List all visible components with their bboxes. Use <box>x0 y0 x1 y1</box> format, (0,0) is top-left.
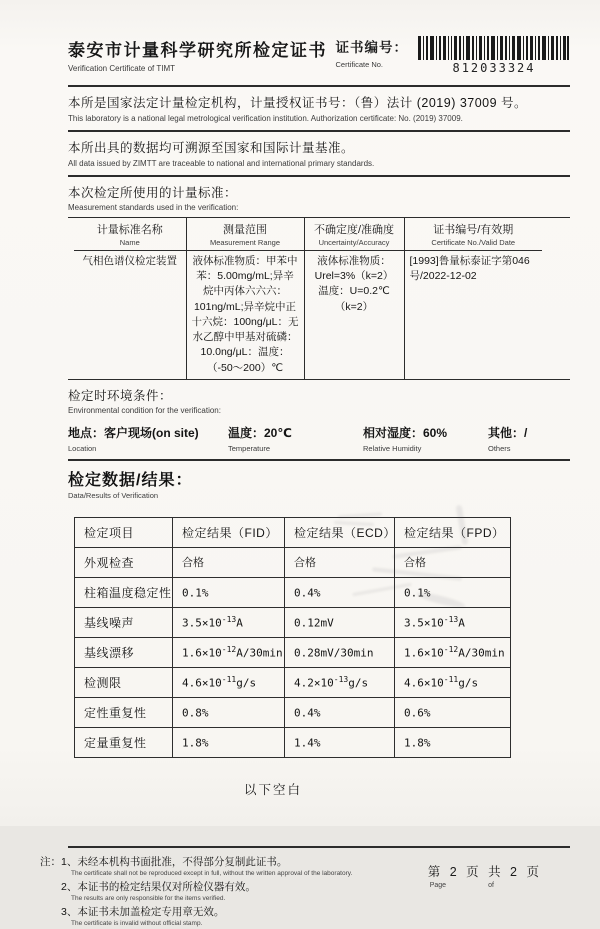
table-row <box>75 697 511 727</box>
result-fpd-cell: 0.6% <box>395 697 511 727</box>
certificate-number-value: 812033324 <box>452 61 536 75</box>
notes-label: 注： <box>40 855 61 868</box>
header-certno-en: Certificate No./Valid Date <box>431 238 516 247</box>
traceability-statement-en: All data issued by ZIMTT are traceable to national and international primary standards. <box>68 159 375 168</box>
result-item-cell: 基线漂移 <box>75 637 173 667</box>
result-fpd-cell: $1.6\times 10^{-12}A/30\min$ <box>395 637 511 667</box>
header-name-en: Name <box>119 238 140 247</box>
standards-table <box>74 218 542 379</box>
standards-data-row <box>74 251 542 379</box>
certificate-number-block <box>336 36 571 75</box>
result-fid-cell: 0.8% <box>173 697 285 727</box>
results-label-cn: 检定数据/结果： <box>68 471 193 489</box>
result-ecd-cell: 1.4% <box>285 727 395 757</box>
standard-certno-cell: [1993]鲁量标泰证字第046号/2022-12-02 <box>404 251 542 379</box>
barcode-block <box>418 36 570 75</box>
results-header-item: 检定项目 <box>75 517 173 547</box>
results-label-en: Data/Results of Verification <box>68 490 159 500</box>
result-fpd-cell: 0.1% <box>395 577 511 607</box>
environment-label-cn: 检定时环境条件： <box>68 388 173 403</box>
environment-temperature <box>228 424 363 453</box>
header-uncertainty-en: Uncertainty/Accuracy <box>318 238 390 247</box>
list-item <box>61 879 352 902</box>
standards-header-certno <box>404 218 542 251</box>
results-header-fid: 检定结果（FID） <box>173 517 285 547</box>
note-1-cn: 1、未经本机构书面批准，不得部分复制此证书。 <box>61 855 288 868</box>
environment-humidity-label-en: Relative Humidity <box>363 443 422 453</box>
table-row <box>75 637 511 667</box>
standard-range-cell: 液体标准物质：甲苯中苯：5.00mg/mL;异辛烷中丙体六六六：101ng/mL;异辛烷中正十六烷：100ng/μL：无水乙醇中甲基对硫磷：10.0ng/μL：温度：（-50～200）℃ <box>186 251 304 379</box>
environment-location-label-en: Location <box>68 443 97 453</box>
traceability-statement <box>68 132 570 175</box>
header-name-cn: 计量标准名称 <box>96 224 163 236</box>
result-fid-cell: $4.6\times 10^{-11}g/s$ <box>173 667 285 697</box>
note-2-cn: 2、本证书的检定结果仅对所检仪器有效。 <box>61 880 256 893</box>
result-fpd-cell: $3.5\times 10^{-13}A$ <box>395 607 511 637</box>
result-item-cell: 基线噪声 <box>75 607 173 637</box>
environment-others <box>488 424 568 453</box>
header-range-cn: 测量范围 <box>223 224 267 236</box>
standards-header-range <box>186 218 304 251</box>
page-title-en: Verification Certificate of TIMT <box>68 64 175 73</box>
footer <box>40 854 570 929</box>
result-fid-cell: $3.5\times 10^{-13}A$ <box>173 607 285 637</box>
certificate-header <box>68 36 570 75</box>
standards-header-row <box>74 218 542 251</box>
traceability-statement-cn: 本所出具的数据均可溯源至国家和国际计量基准。 <box>68 141 355 155</box>
standard-uncertainty-cell: 液体标准物质：Urel=3%（k=2） 温度：U=0.2℃（k=2） <box>304 251 404 379</box>
result-fid-cell: $1.6\times 10^{-12}A/30\min$ <box>173 637 285 667</box>
authorization-statement-en: This laboratory is a national legal metrological verification institution. Authorization certificate: No. (2019) 37009. <box>68 114 463 123</box>
result-ecd-cell: 0.12mV <box>285 607 395 637</box>
result-item-cell: 外观检查 <box>75 547 173 577</box>
environment-label-en: Environmental condition for the verification: <box>68 405 221 415</box>
list-item <box>61 904 352 927</box>
note-2-en: The results are only responsible for the items verified. <box>71 894 226 902</box>
result-ecd-cell: $4.2\times 10^{-13}g/s$ <box>285 667 395 697</box>
environment-temperature-value: 温度：20℃ <box>228 425 292 440</box>
result-fpd-cell: $4.6\times 10^{-11}g/s$ <box>395 667 511 697</box>
note-3-cn: 3、本证书未加盖检定专用章无效。 <box>61 905 225 918</box>
header-uncertainty-cn: 不确定度/准确度 <box>313 224 395 236</box>
standards-label-en: Measurement standards used in the verification: <box>68 203 239 212</box>
blank-below-note: 以下空白 <box>243 782 302 797</box>
list-item <box>61 854 352 877</box>
results-table <box>74 517 511 758</box>
page-number-cn: 第 2 页 共 2 页 <box>427 864 542 879</box>
footer-divider <box>68 846 570 848</box>
environment-others-label-en: Others <box>488 443 511 453</box>
note-1-en: The certificate shall not be reproduced except in full, without the written approval of the laboratory. <box>71 869 353 877</box>
page-label-en: Page <box>429 881 447 889</box>
certificate-number-label <box>336 36 409 69</box>
result-fid-cell: 1.8% <box>173 727 285 757</box>
table-row <box>75 547 511 577</box>
results-header-fpd: 检定结果（FPD） <box>395 517 511 547</box>
certificate-number-label-cn: 证书编号： <box>335 40 408 55</box>
authorization-statement-cn: 本所是国家法定计量检定机构，计量授权证书号：（鲁）法计 (2019) 37009 号。 <box>68 96 528 110</box>
environment-others-value: 其他：/ <box>488 425 528 440</box>
barcode-icon <box>418 36 570 60</box>
result-item-cell: 柱箱温度稳定性 <box>75 577 173 607</box>
result-ecd-cell: 0.28mV/30min <box>285 637 395 667</box>
page-number-block <box>428 862 542 929</box>
standard-name-cell: 气相色谱仪检定装置 <box>82 255 177 267</box>
result-ecd-cell: 0.4% <box>285 697 395 727</box>
result-ecd-cell: 0.4% <box>285 577 395 607</box>
results-header-row <box>75 517 511 547</box>
result-item-cell: 检测限 <box>75 667 173 697</box>
table-row <box>75 607 511 637</box>
result-ecd-cell: 合格 <box>285 547 395 577</box>
table-row <box>75 727 511 757</box>
of-label-en: of <box>488 881 494 889</box>
standards-section-label <box>68 177 570 217</box>
environment-values-row <box>68 424 570 453</box>
results-header-ecd: 检定结果（ECD） <box>285 517 395 547</box>
header-range-en: Measurement Range <box>209 238 281 247</box>
environment-humidity <box>363 424 488 453</box>
footer-notes <box>40 854 352 929</box>
notes-list <box>61 854 352 929</box>
results-section-label <box>68 461 570 505</box>
environment-location <box>68 424 228 453</box>
standards-header-uncertainty <box>304 218 404 251</box>
result-fpd-cell: 1.8% <box>395 727 511 757</box>
note-3-en: The certificate is invalid without official stamp. <box>71 919 203 927</box>
page-title: 泰安市计量科学研究所检定证书 <box>68 41 327 60</box>
standards-header-name <box>74 218 186 251</box>
standards-label-cn: 本次检定所使用的计量标准： <box>68 186 238 200</box>
environment-section-label <box>68 380 570 420</box>
result-item-cell: 定量重复性 <box>75 727 173 757</box>
certificate-number-label-en: Certificate No. <box>335 60 384 69</box>
page-number-en <box>428 882 542 889</box>
table-row <box>75 577 511 607</box>
environment-humidity-value: 相对湿度：60% <box>363 425 448 440</box>
result-fpd-cell: 合格 <box>395 547 511 577</box>
result-item-cell: 定性重复性 <box>75 697 173 727</box>
environment-temperature-label-en: Temperature <box>228 443 271 453</box>
header-certno-cn: 证书编号/有效期 <box>433 224 514 236</box>
result-fid-cell: 合格 <box>173 547 285 577</box>
authorization-statement <box>68 87 570 130</box>
title-block <box>68 36 327 73</box>
environment-location-value: 地点：客户现场(on site) <box>68 425 199 440</box>
result-fid-cell: 0.1% <box>173 577 285 607</box>
table-row <box>75 667 511 697</box>
